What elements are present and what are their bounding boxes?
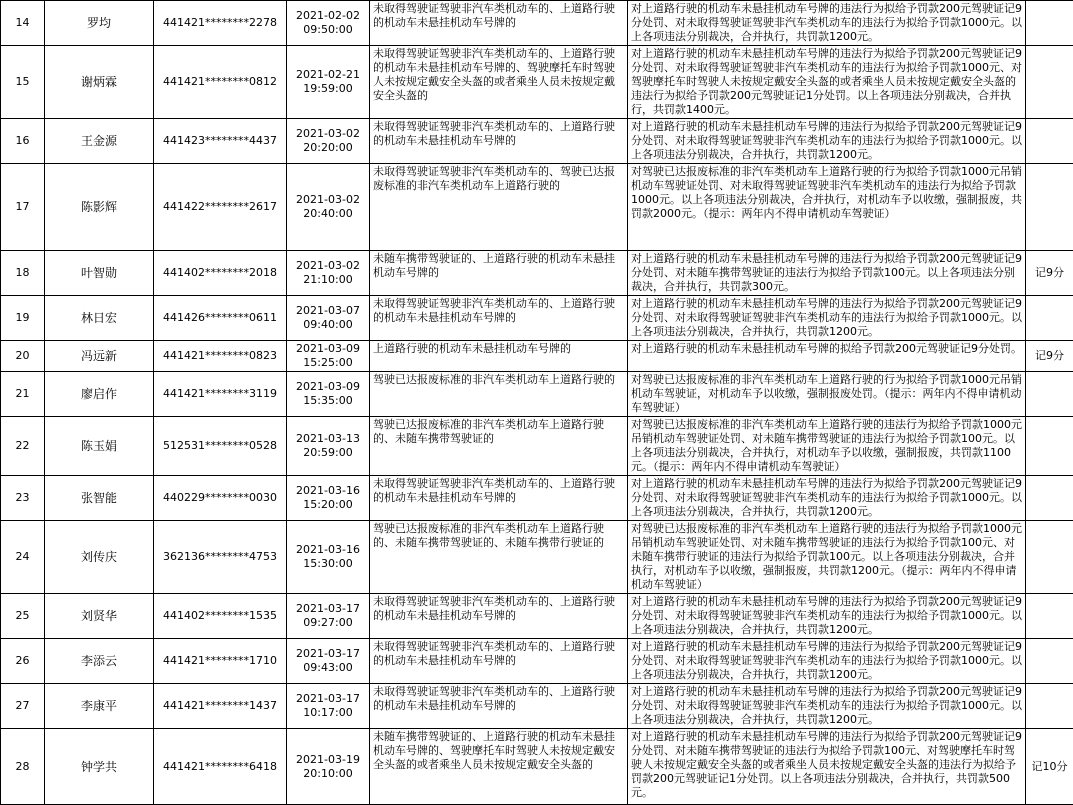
violation-date: 2021-03-07 <box>296 304 360 317</box>
penalty-points: 记10分 <box>1026 729 1073 805</box>
row-number: 25 <box>1 594 45 639</box>
violation-description: 未取得驾驶证驾驶非汽车类机动车的、上道路行驶的机动车未悬挂机动车号牌的 <box>370 119 628 164</box>
person-name: 张智能 <box>45 476 154 521</box>
violation-date: 2021-03-09 <box>296 380 360 393</box>
violation-datetime <box>287 684 370 729</box>
violation-date: 2021-03-02 <box>296 193 360 206</box>
row-number: 23 <box>1 476 45 521</box>
id-number: 441421********2278 <box>154 1 287 46</box>
penalty-decision: 对上道路行驶的机动车未悬挂机动车号牌的违法行为拟给予罚款200元驾驶证记9分处罚、对未随车携带驾驶证的违法行为拟给予罚款100元、对驾驶摩托车时驾驶人未按规定戴安全头盔的或者乘坐人员未按规定戴安全头盔的违法行为拟给予罚款200元驾驶证记1分处罚。以上各项违法分别裁决，合并执行，共罚款500元。 <box>628 729 1026 805</box>
table-row <box>1 594 1073 639</box>
person-name: 王金源 <box>45 119 154 164</box>
table-row <box>1 341 1073 372</box>
violation-datetime <box>287 594 370 639</box>
violation-description: 未随车携带驾驶证的、上道路行驶的机动车未悬挂机动车号牌的、驾驶摩托车时驾驶人未按规定戴安全头盔的或者乘坐人员未按规定戴安全头盔的 <box>370 729 628 805</box>
violation-time: 20:59:00 <box>303 446 352 459</box>
violation-time: 19:59:00 <box>303 82 352 95</box>
table-body <box>1 1 1073 805</box>
violation-date: 2021-03-19 <box>296 753 360 766</box>
row-number: 18 <box>1 251 45 296</box>
id-number: 441402********1535 <box>154 594 287 639</box>
table-row <box>1 521 1073 594</box>
penalty-decision: 对上道路行驶的机动车未悬挂机动车号牌的违法行为拟给予罚款200元驾驶证记9分处罚、对未取得驾驶证驾驶非汽车类机动车的违法行为拟给予罚款1000元、对驾驶摩托车时驾驶人未按规定戴安全头盔的或者乘坐人员未按规定戴安全头盔的违法行为拟给予罚款200元驾驶证记1分处罚。以上各项违法分别裁决，合并执行，共罚款1400元。 <box>628 46 1026 119</box>
violation-time: 20:20:00 <box>303 141 352 154</box>
violation-description: 驾驶已达报废标准的非汽车类机动车上道路行驶的、未随车携带驾驶证的、未随车携带行驶证的 <box>370 521 628 594</box>
violation-datetime <box>287 119 370 164</box>
person-name: 廖启作 <box>45 372 154 417</box>
id-number: 441421********0812 <box>154 46 287 119</box>
violation-date: 2021-03-02 <box>296 127 360 140</box>
row-number: 28 <box>1 729 45 805</box>
violation-date: 2021-03-16 <box>296 543 360 556</box>
violation-datetime <box>287 729 370 805</box>
row-number: 22 <box>1 417 45 476</box>
person-name: 李康平 <box>45 684 154 729</box>
table-row <box>1 639 1073 684</box>
penalty-points <box>1026 639 1073 684</box>
violation-description: 未取得驾驶证驾驶非汽车类机动车的、上道路行驶的机动车未悬挂机动车号牌的 <box>370 296 628 341</box>
penalty-points: 记9分 <box>1026 251 1073 296</box>
violation-time: 15:20:00 <box>303 498 352 511</box>
table-row <box>1 729 1073 805</box>
id-number: 441421********1710 <box>154 639 287 684</box>
violation-datetime <box>287 521 370 594</box>
penalty-points <box>1026 521 1073 594</box>
violation-time: 15:35:00 <box>303 394 352 407</box>
violation-description: 上道路行驶的机动车未悬挂机动车号牌的 <box>370 341 628 372</box>
violation-time: 20:40:00 <box>303 207 352 220</box>
penalty-decision: 对驾驶已达报废标准的非汽车类机动车上道路行驶的违法行为拟给予罚款1000元吊销机动车驾驶证处罚、对未随车携带驾驶证的违法行为拟给予罚款100元、对未随车携带行驶证的违法行为拟给予罚款100元。以上各项违法分别裁决，合并执行，对机动车予以收缴，强制报废，共罚款1200元。（提示：两年内不得申请机动车驾驶证） <box>628 521 1026 594</box>
violation-datetime <box>287 341 370 372</box>
penalty-decision: 对上道路行驶的机动车未悬挂机动车号牌的违法行为拟给予罚款200元驾驶证记9分处罚、对未取得驾驶证驾驶非汽车类机动车的违法行为拟给予罚款1000元。以上各项违法分别裁决，合并执行，共罚款1200元。 <box>628 1 1026 46</box>
person-name: 刘贤华 <box>45 594 154 639</box>
person-name: 罗均 <box>45 1 154 46</box>
penalty-points <box>1026 46 1073 119</box>
violation-datetime <box>287 417 370 476</box>
row-number: 20 <box>1 341 45 372</box>
violation-datetime <box>287 639 370 684</box>
id-number: 441423********4437 <box>154 119 287 164</box>
violation-description: 未取得驾驶证驾驶非汽车类机动车的、上道路行驶的机动车未悬挂机动车号牌的 <box>370 639 628 684</box>
person-name: 陈玉娟 <box>45 417 154 476</box>
row-number: 26 <box>1 639 45 684</box>
violation-time: 09:50:00 <box>303 23 352 36</box>
id-number: 441421********0823 <box>154 341 287 372</box>
table-row <box>1 251 1073 296</box>
row-number: 21 <box>1 372 45 417</box>
id-number: 441402********2018 <box>154 251 287 296</box>
row-number: 16 <box>1 119 45 164</box>
penalty-decision: 对驾驶已达报废标准的非汽车类机动车上道路行驶的行为拟给予罚款1000元吊销机动车驾驶证处罚、对未取得驾驶证驾驶非汽车类机动车的违法行为拟给予罚款1000元。以上各项违法分别裁决，合并执行，对机动车予以收缴，强制报废，共罚款2000元。（提示：两年内不得申请机动车驾驶证） <box>628 164 1026 251</box>
violation-description: 未随车携带驾驶证的、上道路行驶的机动车未悬挂机动车号牌的 <box>370 251 628 296</box>
penalty-decision: 对上道路行驶的机动车未悬挂机动车号牌的违法行为拟给予罚款200元驾驶证记9分处罚、对未取得驾驶证驾驶非汽车类机动车的违法行为拟给予罚款1000元。以上各项违法分别裁决，合并执行，共罚款1200元。 <box>628 476 1026 521</box>
violation-datetime <box>287 372 370 417</box>
penalty-points: 记9分 <box>1026 341 1073 372</box>
violation-date: 2021-03-09 <box>296 342 360 355</box>
row-number: 15 <box>1 46 45 119</box>
table-row <box>1 296 1073 341</box>
penalty-points <box>1026 372 1073 417</box>
violation-datetime <box>287 251 370 296</box>
violation-description: 驾驶已达报废标准的非汽车类机动车上道路行驶的 <box>370 372 628 417</box>
violation-description: 未取得驾驶证驾驶非汽车类机动车的、上道路行驶的机动车未悬挂机动车号牌的 <box>370 476 628 521</box>
row-number: 24 <box>1 521 45 594</box>
violation-date: 2021-02-02 <box>296 9 360 22</box>
person-name: 陈影辉 <box>45 164 154 251</box>
violation-date: 2021-03-02 <box>296 259 360 272</box>
person-name: 李添云 <box>45 639 154 684</box>
penalty-decision: 对上道路行驶的机动车未悬挂机动车号牌的违法行为拟给予罚款200元驾驶证记9分处罚、对未取得驾驶证驾驶非汽车类机动车的违法行为拟给予罚款1000元。以上各项违法分别裁决，合并执行，共罚款1200元。 <box>628 684 1026 729</box>
penalty-decision: 对上道路行驶的机动车未悬挂机动车号牌的违法行为拟给予罚款200元驾驶证记9分处罚、对未随车携带驾驶证的违法行为拟给予罚款100元。以上各项违法分别裁决，合并执行，共罚款300元。 <box>628 251 1026 296</box>
penalty-points <box>1026 296 1073 341</box>
id-number: 441422********2617 <box>154 164 287 251</box>
penalty-decision: 对驾驶已达报废标准的非汽车类机动车上道路行驶的违法行为拟给予罚款1000元吊销机动车驾驶证处罚、对未随车携带驾驶证的违法行为拟给予罚款100元。以上各项违法分别裁决，合并执行，对机动车予以收缴，强制报废，共罚款1100元。（提示：两年内不得申请机动车驾驶证） <box>628 417 1026 476</box>
id-number: 440229********0030 <box>154 476 287 521</box>
id-number: 441421********6418 <box>154 729 287 805</box>
penalty-decision: 对上道路行驶的机动车未悬挂机动车号牌的违法行为拟给予罚款200元驾驶证记9分处罚、对未取得驾驶证驾驶非汽车类机动车的违法行为拟给予罚款1000元。以上各项违法分别裁决，合并执行，共罚款1200元。 <box>628 594 1026 639</box>
violation-date: 2021-03-17 <box>296 692 360 705</box>
penalty-points <box>1026 417 1073 476</box>
penalty-points <box>1026 476 1073 521</box>
penalty-points <box>1026 684 1073 729</box>
table-row <box>1 164 1073 251</box>
violation-description: 未取得驾驶证驾驶非汽车类机动车的、上道路行驶的机动车未悬挂机动车号牌的 <box>370 1 628 46</box>
id-number: 362136********4753 <box>154 521 287 594</box>
violation-time: 09:27:00 <box>303 616 352 629</box>
violation-date: 2021-03-17 <box>296 647 360 660</box>
table-row <box>1 1 1073 46</box>
person-name: 刘传庆 <box>45 521 154 594</box>
person-name: 冯远新 <box>45 341 154 372</box>
violation-description: 未取得驾驶证驾驶非汽车类机动车的、上道路行驶的机动车未悬挂机动车号牌的 <box>370 684 628 729</box>
table-row <box>1 476 1073 521</box>
violation-time: 10:17:00 <box>303 706 352 719</box>
person-name: 叶智勋 <box>45 251 154 296</box>
id-number: 441426********0611 <box>154 296 287 341</box>
violation-datetime <box>287 46 370 119</box>
row-number: 27 <box>1 684 45 729</box>
violation-time: 15:25:00 <box>303 356 352 369</box>
table-row <box>1 46 1073 119</box>
violation-description: 驾驶已达报废标准的非汽车类机动车上道路行驶的、未随车携带驾驶证的 <box>370 417 628 476</box>
violation-date: 2021-03-17 <box>296 602 360 615</box>
penalty-decision: 对上道路行驶的机动车未悬挂机动车号牌的违法行为拟给予罚款200元驾驶证记9分处罚、对未取得驾驶证驾驶非汽车类机动车的违法行为拟给予罚款1000元。以上各项违法分别裁决，合并执行，共罚款1200元。 <box>628 639 1026 684</box>
violation-time: 09:43:00 <box>303 661 352 674</box>
violation-date: 2021-02-21 <box>296 68 360 81</box>
penalty-points <box>1026 119 1073 164</box>
table-row <box>1 684 1073 729</box>
person-name: 谢炳霖 <box>45 46 154 119</box>
violation-time: 21:10:00 <box>303 273 352 286</box>
violation-datetime <box>287 164 370 251</box>
violation-description: 未取得驾驶证驾驶非汽车类机动车的、上道路行驶的机动车未悬挂机动车号牌的 <box>370 594 628 639</box>
id-number: 512531********0528 <box>154 417 287 476</box>
violation-datetime <box>287 476 370 521</box>
violation-datetime <box>287 1 370 46</box>
violation-description: 未取得驾驶证驾驶非汽车类机动车的、上道路行驶的机动车未悬挂机动车号牌的、驾驶摩托车时驾驶人未按规定戴安全头盔的或者乘坐人员未按规定戴安全头盔的 <box>370 46 628 119</box>
id-number: 441421********1437 <box>154 684 287 729</box>
person-name: 钟学共 <box>45 729 154 805</box>
table-row <box>1 119 1073 164</box>
violation-date: 2021-03-16 <box>296 484 360 497</box>
person-name: 林日宏 <box>45 296 154 341</box>
violation-time: 20:10:00 <box>303 767 352 780</box>
table-row <box>1 372 1073 417</box>
violation-date: 2021-03-13 <box>296 432 360 445</box>
table-row <box>1 417 1073 476</box>
row-number: 14 <box>1 1 45 46</box>
violation-time: 15:30:00 <box>303 557 352 570</box>
penalty-decision: 对上道路行驶的机动车未悬挂机动车号牌的违法行为拟给予罚款200元驾驶证记9分处罚、对未取得驾驶证驾驶非汽车类机动车的违法行为拟给予罚款1000元。以上各项违法分别裁决，合并执行，共罚款1200元。 <box>628 119 1026 164</box>
penalty-points <box>1026 164 1073 251</box>
penalty-decision: 对上道路行驶的机动车未悬挂机动车号牌的拟给予罚款200元驾驶证记9分处罚。 <box>628 341 1026 372</box>
id-number: 441421********3119 <box>154 372 287 417</box>
penalty-decision: 对驾驶已达报废标准的非汽车类机动车上道路行驶的行为拟给予罚款1000元吊销机动车驾驶证，对机动车予以收缴，强制报废处罚。（提示：两年内不得申请机动车驾驶证） <box>628 372 1026 417</box>
violation-description: 未取得驾驶证驾驶非汽车类机动车的、驾驶已达报废标准的非汽车类机动车上道路行驶的 <box>370 164 628 251</box>
row-number: 19 <box>1 296 45 341</box>
row-number: 17 <box>1 164 45 251</box>
penalty-points <box>1026 1 1073 46</box>
penalty-decision: 对上道路行驶的机动车未悬挂机动车号牌的违法行为拟给予罚款200元驾驶证记9分处罚、对未取得驾驶证驾驶非汽车类机动车的违法行为拟给予罚款1000元。以上各项违法分别裁决，合并执行，共罚款1200元。 <box>628 296 1026 341</box>
penalty-points <box>1026 594 1073 639</box>
violation-time: 09:40:00 <box>303 318 352 331</box>
violation-datetime <box>287 296 370 341</box>
